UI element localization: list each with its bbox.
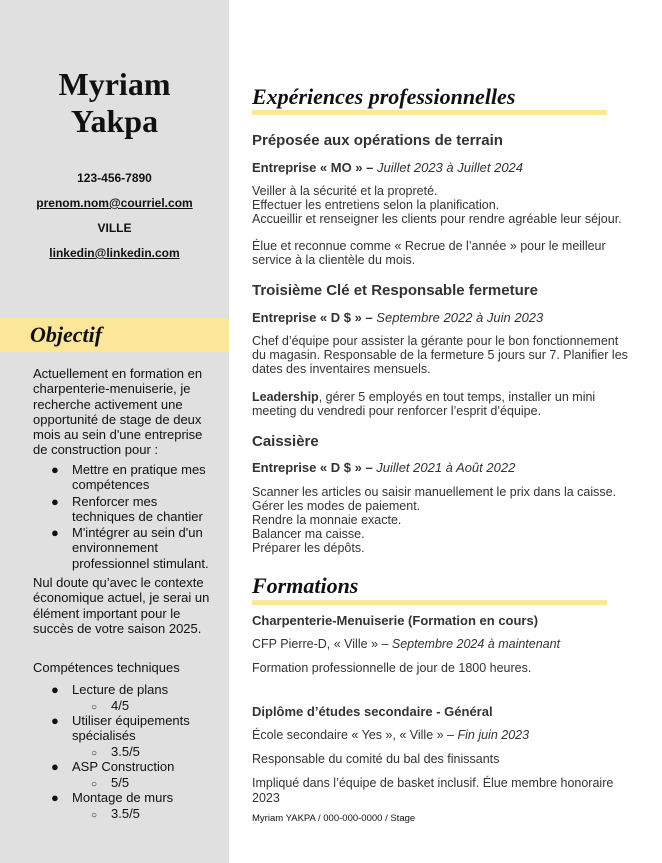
formation-title: Charpenterie-Menuiserie (Formation en cours) [252, 613, 539, 628]
objective-intro: Actuellement en formation en charpenterie-menuiserie, je recherche activement une opportunité de stage de deux mois au sein d'une entreprise de construction pour : [33, 366, 203, 458]
city: VILLE [97, 221, 132, 235]
candidate-name [0, 66, 229, 140]
formation-note: Responsable du comité du bal des finissants [252, 752, 500, 766]
skill-item-cont: spécialisés [72, 728, 136, 743]
section-rule [252, 600, 607, 605]
job-description: Chef d’équipe pour assister la gérante pour le bon fonctionnement du magasin. Responsable de la fermeture 5 jours sur 7. Planifier les dates des inventaires mensuels. [252, 334, 628, 376]
section-rule [252, 110, 607, 115]
job-company: Entreprise « MO » – Juillet 2023 à Juillet 2024 [252, 160, 524, 175]
formation-title: Diplôme d’études secondaire - Général [252, 704, 493, 719]
job-description: Scanner les articles ou saisir manuellement le prix dans la caisse. Gérer les modes de paiement. Rendre la monnaie exacte. Balancer ma caisse. Préparer les dépôts. [252, 485, 617, 555]
objective-outro: Nul doute qu’avec le contexte économique actuel, je serai un élément important pour le succès de votre saison 2025. [33, 575, 210, 636]
email-link[interactable]: prenom.nom@courriel.com [36, 196, 193, 210]
phone: 123-456-7890 [77, 171, 152, 185]
skill-item: ● ASP Construction [51, 759, 175, 774]
objective-goals [51, 462, 221, 572]
job-achievement: Élue et reconnue comme « Recrue de l’année » pour le meilleur service à la clientèle du mois. [252, 239, 606, 267]
skills-title: Compétences techniques [33, 660, 180, 675]
skill-level: ○ 3.5/5 [91, 806, 140, 821]
linkedin-link[interactable]: linkedin@linkedin.com [49, 246, 180, 260]
objective-title: Objectif [30, 322, 103, 347]
formation-school: École secondaire « Yes », « Ville » – Fin juin 2023 [252, 728, 530, 742]
list-item: ● Renforcer mes techniques de chantier [51, 493, 203, 524]
skill-item: ● Utiliser équipements [51, 713, 190, 728]
formation-note: Impliqué dans l’équipe de basket inclusif. Élue membre honoraire [252, 776, 614, 790]
skill-item: ● Montage de murs [51, 790, 174, 805]
formation-note: 2023 [252, 791, 280, 805]
first-name: Myriam [58, 66, 171, 102]
skill-level: ○ 5/5 [91, 775, 130, 790]
formations-section-title: Formations [252, 573, 359, 598]
job-title: Caissière [252, 433, 319, 450]
list-item: ● M'intégrer au sein d'un environnement professionnel stimulant. [51, 525, 209, 571]
footer: Myriam YAKPA / 000-000-0000 / Stage [252, 813, 416, 824]
job-achievement: Leadership, gérer 5 employés en tout temps, installer un mini meeting du vendredi pour renforcer l’esprit d’équipe. [252, 390, 596, 418]
skill-item: ● Lecture de plans [51, 682, 169, 697]
formation-school: CFP Pierre-D, « Ville » – Septembre 2024 à maintenant [252, 637, 561, 651]
job-title: Troisième Clé et Responsable fermeture [252, 282, 538, 299]
job-description: Veiller à la sécurité et la propreté. Effectuer les entretiens selon la planification. Accueillir et renseigner les clients pour rendre agréable leur séjour. [252, 184, 622, 226]
skill-level: ○ 3.5/5 [91, 744, 140, 759]
list-item: ● Mettre en pratique mes compétences [51, 462, 206, 493]
experience-section-title: Expériences professionnelles [252, 84, 516, 109]
job-title: Préposée aux opérations de terrain [252, 132, 503, 149]
skill-level: ○ 4/5 [91, 698, 130, 713]
job-company: Entreprise « D $ » – Septembre 2022 à Juin 2023 [252, 310, 544, 325]
last-name: Yakpa [70, 103, 159, 139]
job-company: Entreprise « D $ » – Juillet 2021 à Août 2022 [252, 460, 516, 475]
formation-note: Formation professionnelle de jour de 1800 heures. [252, 661, 532, 675]
